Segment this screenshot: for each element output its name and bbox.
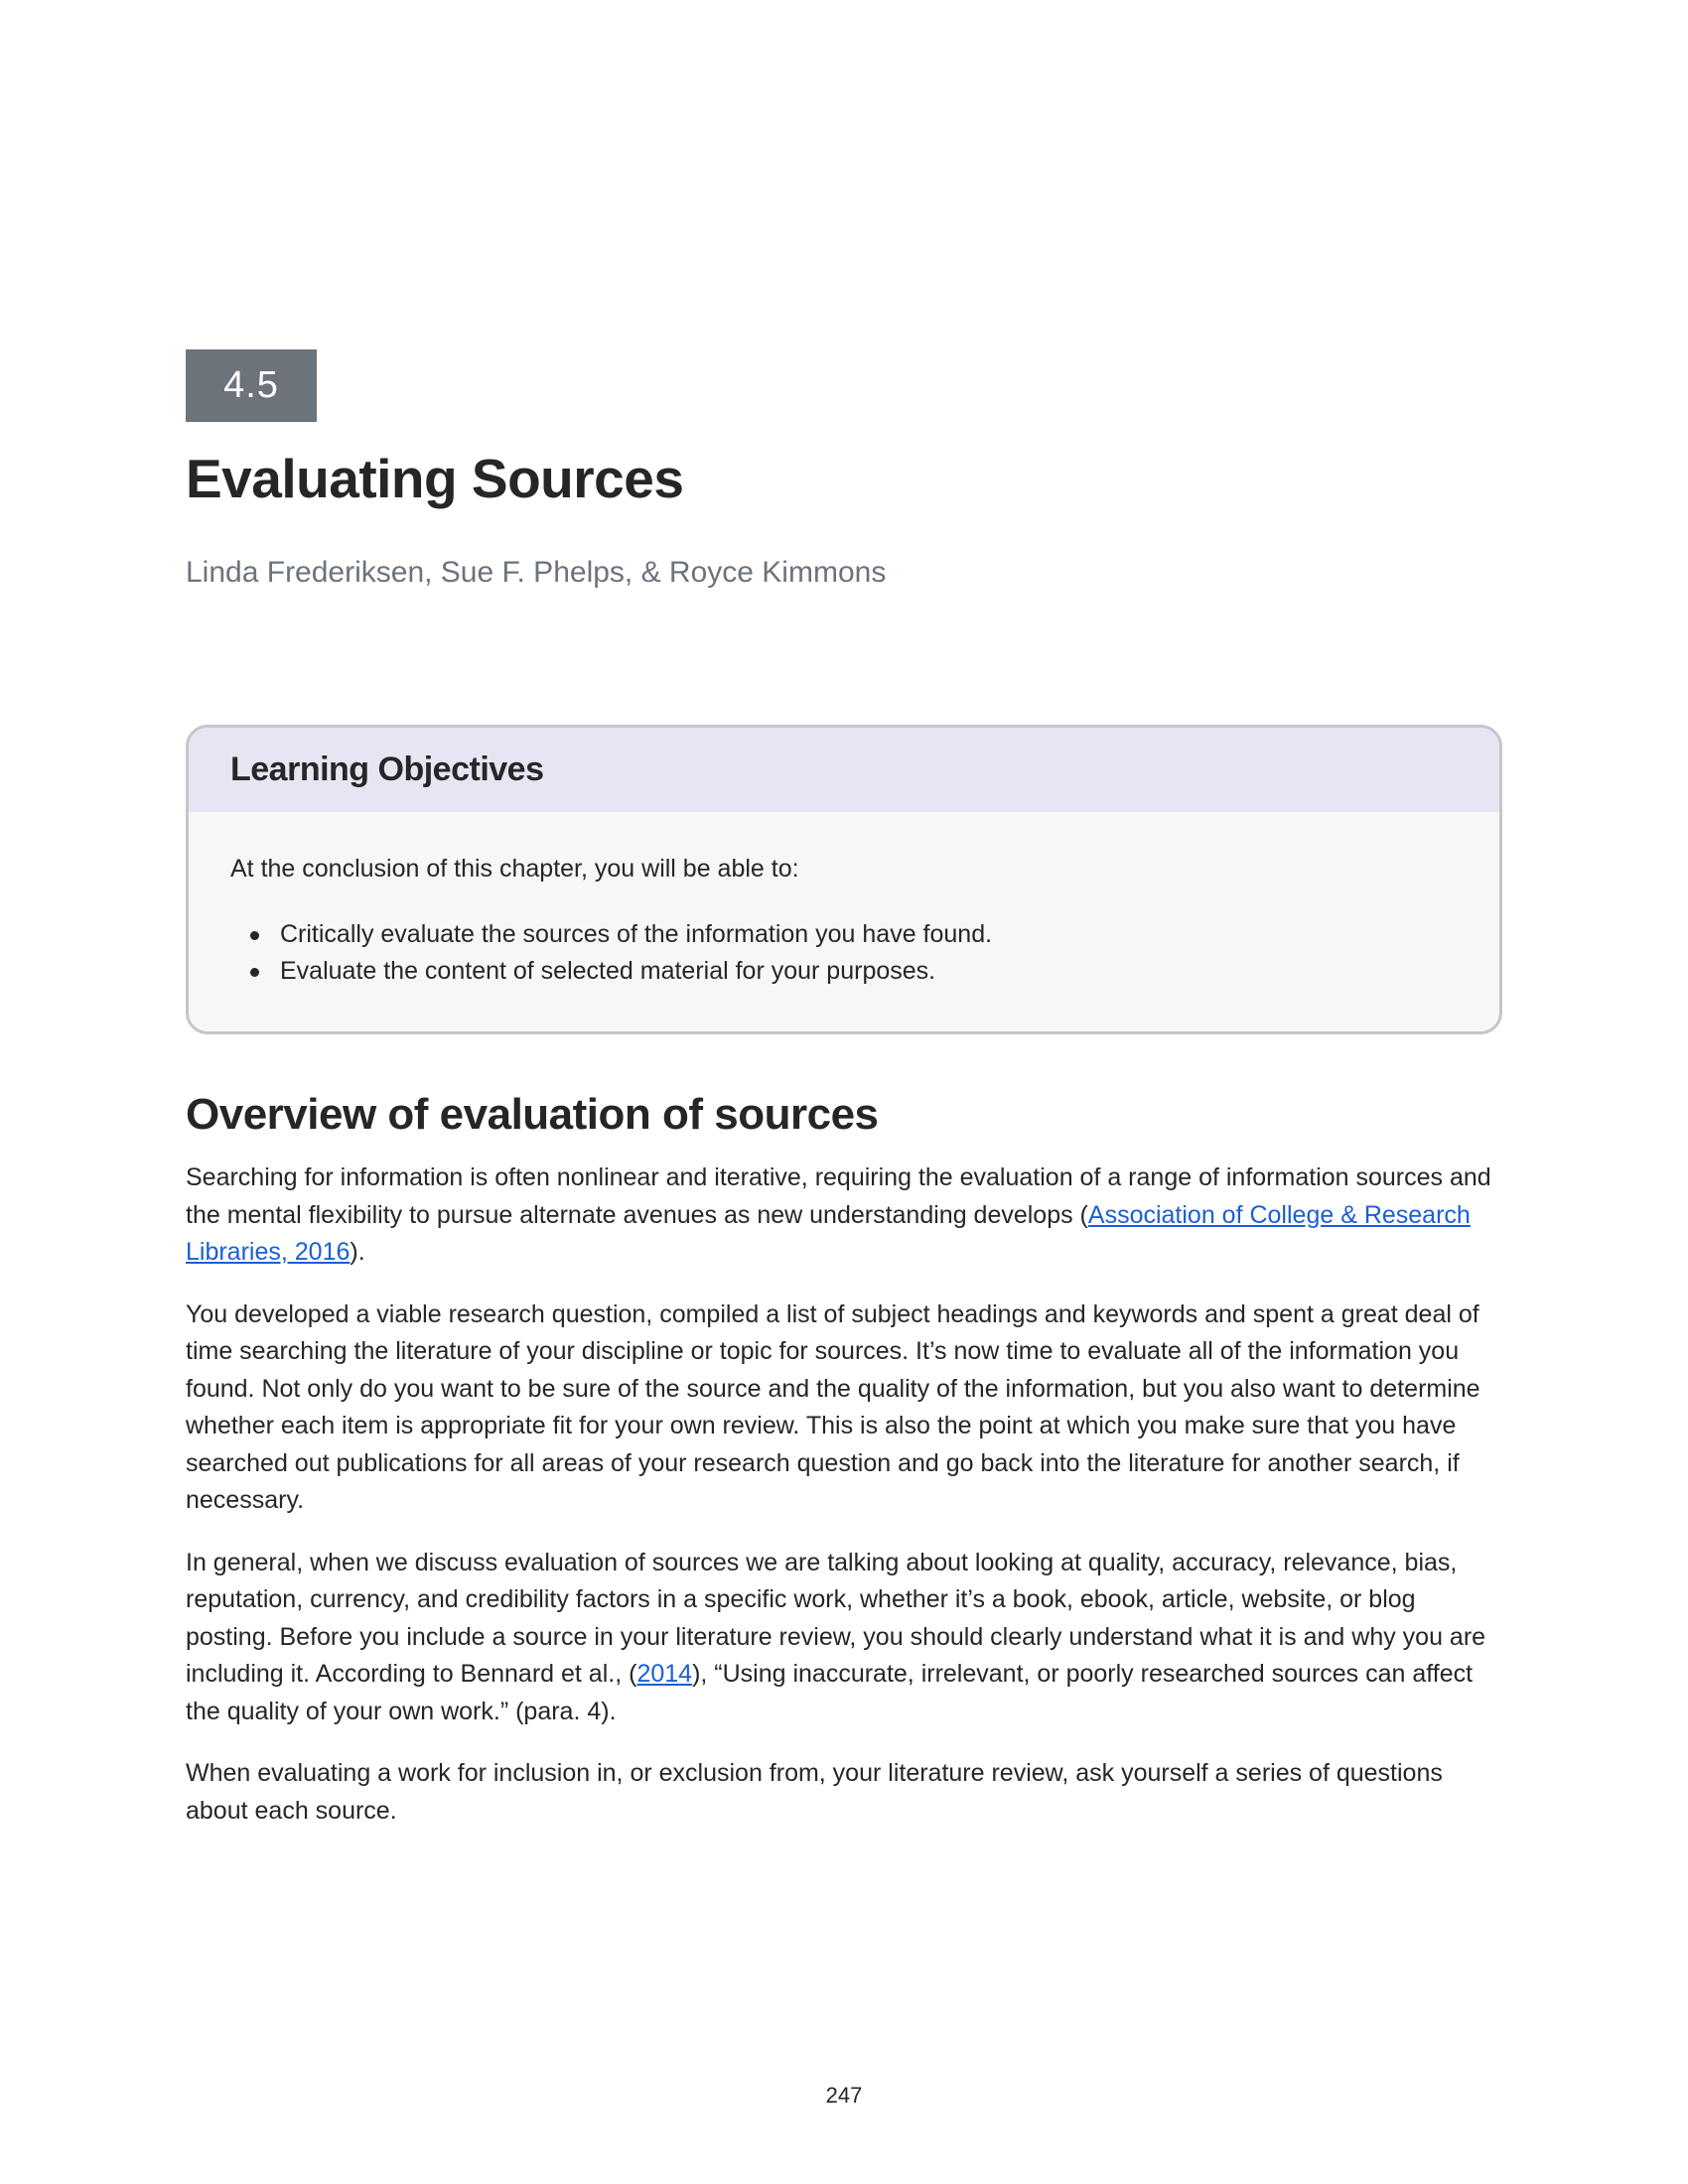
- page-number: 247: [825, 2083, 863, 2108]
- paragraph-2: You developed a viable research question, compiled a list of subject headings and keywords and spent a great deal of time searching the literature of your discipline or topic for sources. It’s now time to evaluate all of the information you found. Not only do you want to be sure of the source and the quality of the information, but you also want to determine whether each item is appropriate fit for your own review. This is also the point at which you make sure that you have searched out publications for all areas of your research question and go back into the literature for another search, if necessary.: [186, 1299, 1480, 1514]
- citation-link-acrl[interactable]: Association of College & Research Libraries, 2016: [186, 1200, 1471, 1266]
- learning-objectives-box: [186, 725, 1502, 1034]
- list-item: Evaluate the content of selected material for your purposes.: [230, 953, 992, 990]
- list-item: Critically evaluate the sources of the information you have found.: [230, 916, 992, 953]
- section-heading: Overview of evaluation of sources: [186, 1090, 879, 1139]
- chapter-number-badge: 4.5: [186, 349, 317, 422]
- learning-objectives-intro: At the conclusion of this chapter, you will be able to:: [230, 855, 799, 883]
- paragraph-3: In general, when we discuss evaluation of sources we are talking about looking at quality, accuracy, relevance, bias, reputation, currency, and credibility factors in a specific work, whether it’s a book, ebook, article, website, or blog posting. Before you include a source in your literature review, you should clearly understand what it is and why you are including it. According to Bennard et al., (2014), “Using inaccurate, irrelevant, or poorly researched sources can affect the quality of your own work.” (para. 4).: [186, 1548, 1486, 1725]
- chapter-authors: Linda Frederiksen, Sue F. Phelps, & Royce Kimmons: [186, 556, 887, 589]
- learning-objectives-list: [230, 916, 992, 990]
- paragraph-4: When evaluating a work for inclusion in, or exclusion from, your literature review, ask yourself a series of questions about each source.: [186, 1759, 1443, 1825]
- citation-link-2014[interactable]: 2014: [636, 1660, 693, 1688]
- section-body: [186, 1160, 1506, 1854]
- page-title: Evaluating Sources: [186, 448, 684, 509]
- paragraph-1: Searching for information is often nonlinear and iterative, requiring the evaluation of a range of information sources and the mental flexibility to pursue alternate avenues as new understanding develops (Association of College & Research Libraries, 2016).: [186, 1163, 1491, 1266]
- learning-objectives-heading: Learning Objectives: [189, 728, 1499, 812]
